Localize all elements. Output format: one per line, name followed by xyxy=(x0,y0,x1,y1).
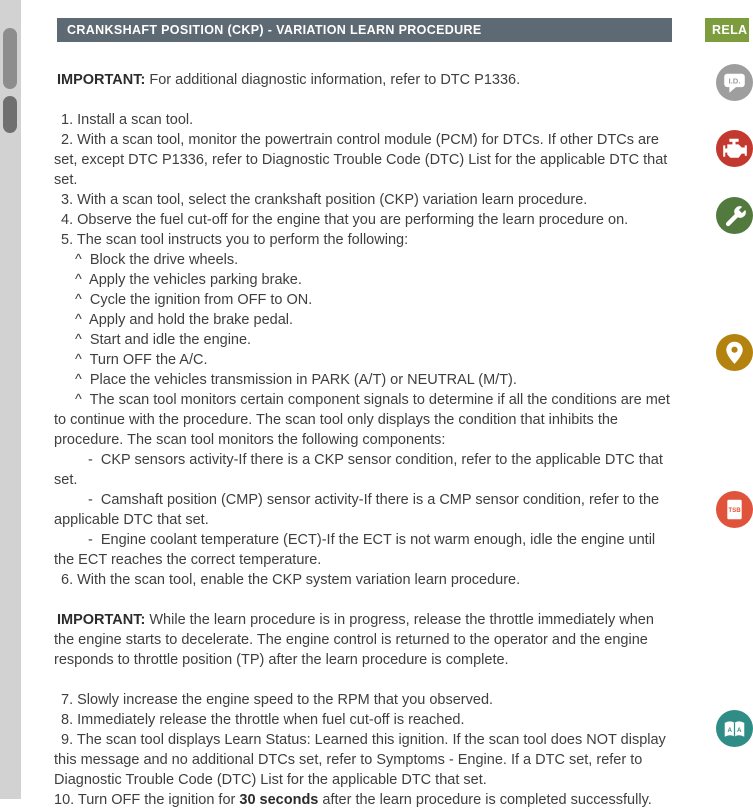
scrollbar-thumb-secondary[interactable] xyxy=(3,96,17,133)
procedure-line: 6. With the scan tool, enable the CKP system variation learn procedure. xyxy=(61,572,521,588)
procedure-line: ^ Start and idle the engine. xyxy=(75,332,252,348)
engine-icon xyxy=(716,130,753,167)
procedure-line: - Engine coolant temperature (ECT)-If the ECT is not warm enough, idle the engine until the ECT reaches the correct temperature. xyxy=(54,532,656,568)
procedure-line: ^ Place the vehicles transmission in PARK (A/T) or NEUTRAL (M/T). xyxy=(75,372,517,388)
procedure-line: 5. The scan tool instructs you to perform the following: xyxy=(61,232,409,248)
procedure-line: ^ Apply the vehicles parking brake. xyxy=(75,272,302,288)
procedure-line: ^ Apply and hold the brake pedal. xyxy=(75,312,294,328)
tsb-button[interactable] xyxy=(716,491,753,528)
tsb-document-icon xyxy=(716,491,753,528)
component-location-button[interactable] xyxy=(716,334,753,371)
procedure-line: 8. Immediately release the throttle when fuel cut-off is reached. xyxy=(61,712,465,728)
procedure-title-bar xyxy=(57,18,672,42)
id-info-button[interactable] xyxy=(716,64,753,101)
svg-text:A: A xyxy=(737,727,742,735)
procedure-title: CRANKSHAFT POSITION (CKP) - VARIATION LEARN PROCEDURE xyxy=(67,23,482,37)
left-scrollbar-track[interactable] xyxy=(0,0,22,799)
engine-dtc-button[interactable] xyxy=(716,130,753,167)
procedure-line: 7. Slowly increase the engine speed to the RPM that you observed. xyxy=(61,692,494,708)
procedure-line: - CKP sensors activity-If there is a CKP sensor condition, refer to the applicable DTC that set. xyxy=(54,452,663,488)
procedure-line: IMPORTANT: While the learn procedure is in progress, release the throttle immediately when the engine starts to decelerate. The engine control is returned to the operator and the engine responds to throttle position (TP) after the learn procedure is complete. xyxy=(54,612,654,668)
service-wrench-icon xyxy=(716,197,753,234)
scrollbar-thumb[interactable] xyxy=(3,28,17,89)
svg-text:I.D.: I.D. xyxy=(728,76,741,86)
service-repair-button[interactable] xyxy=(716,197,753,234)
related-panel xyxy=(705,0,749,799)
library-button[interactable] xyxy=(716,710,753,747)
procedure-line: ^ The scan tool monitors certain component signals to determine if all the conditions are met to continue with the procedure. The scan tool only displays the condition that inhibits the procedure. The scan tool monitors the following components: xyxy=(54,392,670,448)
related-panel-header xyxy=(705,18,749,42)
procedure-line: 10. Turn OFF the ignition for 30 seconds after the learn procedure is completed successfully. xyxy=(54,792,652,808)
main-content xyxy=(21,0,705,808)
svg-text:A: A xyxy=(727,727,732,735)
procedure-line: 3. With a scan tool, select the crankshaft position (CKP) variation learn procedure. xyxy=(61,192,588,208)
procedure-line: IMPORTANT: For additional diagnostic information, refer to DTC P1336. xyxy=(57,72,521,88)
svg-text:TSB: TSB xyxy=(728,507,741,515)
procedure-line: ^ Block the drive wheels. xyxy=(75,252,239,268)
procedure-line: - Camshaft position (CMP) sensor activity-If there is a CMP sensor condition, refer to the applicable DTC that set. xyxy=(54,492,660,528)
procedure-line: 2. With a scan tool, monitor the powertrain control module (PCM) for DTCs. If other DTCs are set, except DTC P1336, refer to Diagnostic Trouble Code (DTC) List for the applicable DTC that set. xyxy=(54,132,668,188)
related-panel-header-label: RELA xyxy=(712,23,748,37)
id-chat-icon xyxy=(716,64,753,101)
location-pin-icon xyxy=(716,334,753,371)
procedure-line: 1. Install a scan tool. xyxy=(61,112,194,128)
procedure-line: ^ Turn OFF the A/C. xyxy=(75,352,208,368)
procedure-line: 4. Observe the fuel cut-off for the engine that you are performing the learn procedure on. xyxy=(61,212,629,228)
procedure-line: 9. The scan tool displays Learn Status: Learned this ignition. If the scan tool does NOT display this message and no additional DTCs set, refer to Symptoms - Engine. If a DTC set, refer to Diagnostic Trouble Code (DTC) List for the applicable DTC that set. xyxy=(54,732,666,788)
procedure-text xyxy=(54,70,672,810)
open-book-icon xyxy=(716,710,753,747)
procedure-line: ^ Cycle the ignition from OFF to ON. xyxy=(75,292,313,308)
